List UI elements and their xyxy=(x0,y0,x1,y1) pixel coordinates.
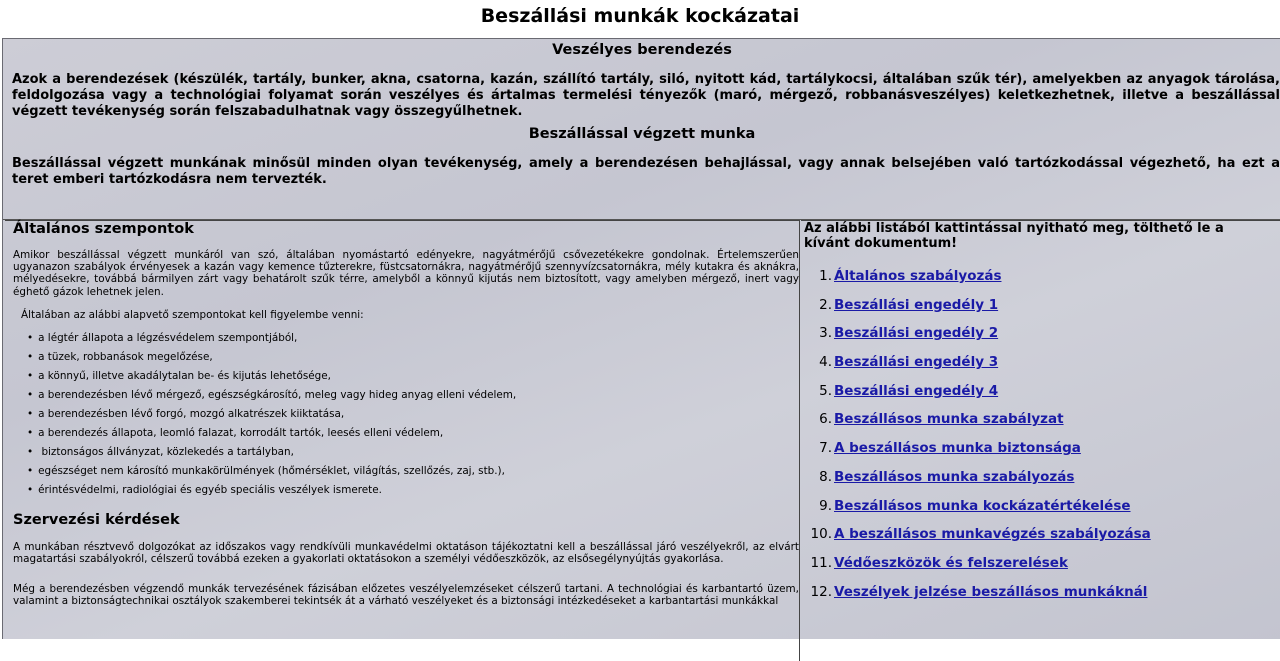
document-link-work-regulation[interactable]: Beszállásos munka szabályzat xyxy=(834,411,1064,428)
list-item xyxy=(801,410,1151,439)
entry-work-heading: Beszállással végzett munka xyxy=(528,126,756,142)
list-item: • a könnyű, illetve akadálytalan be- és kijutás lehetősége, xyxy=(27,367,516,386)
considerations-list xyxy=(27,329,516,500)
documents-list xyxy=(801,267,1151,611)
list-item: • egészséget nem károsító munkakörülmények (hőmérséklet, világítás, szellőzés, zaj, stb.), xyxy=(27,462,516,481)
list-number: 8. xyxy=(819,468,832,485)
considerations-intro: Általában az alábbi alapvető szempontokat kell figyelembe venni: xyxy=(21,309,364,321)
document-link-entry-permit-3[interactable]: Beszállási engedély 3 xyxy=(834,354,999,371)
list-item xyxy=(801,439,1151,468)
list-item xyxy=(801,554,1151,583)
content-frame xyxy=(2,38,1280,639)
documents-lead-text: Az alábbi listából kattintással nyitható meg, tölthető le a kívánt dokumentum! xyxy=(804,221,1224,251)
list-item: • a berendezésben lévő forgó, mozgó alkatrészek kiiktatása, xyxy=(27,405,516,424)
list-item xyxy=(801,382,1151,411)
hazardous-equipment-heading: Veszélyes berendezés xyxy=(552,42,732,58)
list-number: 4. xyxy=(819,354,832,371)
list-item: • a tüzek, robbanások megelőzése, xyxy=(27,348,516,367)
page-title: Beszállási munkák kockázatai xyxy=(480,5,800,27)
document-link-protective-equipment[interactable]: Védőeszközök és felszerelések xyxy=(834,554,1068,571)
list-item: • biztonságos állványzat, közlekedés a tartályban, xyxy=(27,443,516,462)
list-item xyxy=(801,468,1151,497)
list-item xyxy=(801,324,1151,353)
left-column xyxy=(5,220,800,661)
document-link-general-regulation[interactable]: Általános szabályozás xyxy=(834,268,1002,284)
document-link-entry-permit-4[interactable]: Beszállási engedély 4 xyxy=(834,382,999,399)
list-number: 6. xyxy=(819,411,832,428)
general-aspects-text: Amikor beszállással végzett munkáról van szó, általában nyomástartó edényekre, nagyátmérőjű csővezetékekre gondolnak. Értelemszerűen ugyanazon szabályok érvényesek a kazán vagy kemence tűzterekre, füstcsatornákra, nagyátmérőjű szennyvízcsatornákra, mély kutakra és aknákra, mélyedésekre, továbbá bármilyen zárt vagy behatárolt szűk térre, amelyből a könnyű kijutás nem biztosított, vagy amelyben mérgező, inert vagy éghető gázok lehetnek jelen. xyxy=(13,249,799,298)
list-number: 7. xyxy=(819,440,832,457)
list-number: 11. xyxy=(810,554,832,571)
list-item xyxy=(801,353,1151,382)
list-number: 10. xyxy=(810,526,832,543)
document-link-work-safety[interactable]: A beszállásos munka biztonsága xyxy=(834,440,1081,457)
document-link-entry-permit-2[interactable]: Beszállási engedély 2 xyxy=(834,325,999,342)
list-item xyxy=(801,497,1151,526)
list-item: • a légtér állapota a légzésvédelem szempontjából, xyxy=(27,329,516,348)
intro-section xyxy=(3,39,1280,220)
list-item: • a berendezésben lévő mérgező, egészségkárosító, meleg vagy hideg anyag elleni védelem, xyxy=(27,386,516,405)
list-item xyxy=(801,267,1151,296)
document-link-work-regulation-2[interactable]: Beszállásos munka szabályozás xyxy=(834,468,1075,485)
document-link-risk-assessment[interactable]: Beszállásos munka kockázatértékelése xyxy=(834,497,1131,514)
document-link-work-execution-regulation[interactable]: A beszállásos munkavégzés szabályozása xyxy=(834,526,1151,543)
list-number: 5. xyxy=(819,382,832,399)
list-item xyxy=(801,525,1151,554)
list-item: • érintésvédelmi, radiológiai és egyéb speciális veszélyek ismerete. xyxy=(27,481,516,500)
list-item xyxy=(801,583,1151,612)
list-item xyxy=(801,296,1151,325)
list-number: 1. xyxy=(819,268,832,284)
list-item: • a berendezés állapota, leomló falazat, korrodált tartók, leesés elleni védelem, xyxy=(27,424,516,443)
list-number: 3. xyxy=(819,325,832,342)
organizational-issues-heading: Szervezési kérdések xyxy=(13,512,180,528)
list-number: 12. xyxy=(810,583,832,600)
right-column xyxy=(801,220,1280,661)
hazardous-equipment-text: Azok a berendezések (készülék, tartály, bunker, akna, csatorna, kazán, szállító tartály, siló, nyitott kád, tartálykocsi, általában szűk tér), amelyekben az anyagok tárolása, feldolgozása vagy a technológiai folyamat során veszélyes és ártalmas termelési tényezők (maró, mérgező, robbanásveszélyes) keletkezhetnek, illetve a beszállással végzett tevékenység során felszabadulhatnak vagy összegyűlhetnek. xyxy=(12,72,1280,119)
general-aspects-heading: Általános szempontok xyxy=(13,221,194,237)
organizational-text-1: A munkában résztvevő dolgozókat az időszakos vagy rendkívüli munkavédelmi oktatáson tájékoztatni kell a beszállással járó veszélyekről, az elvárt magatartási szabályokról, célszerű továbbá ezeken a gyakorlati oktatásokon a személyi védőeszközök, az elsősegélynyújtás gyakorlása. xyxy=(13,541,799,566)
document-link-hazard-signage[interactable]: Veszélyek jelzése beszállásos munkáknál xyxy=(834,583,1148,600)
document-link-entry-permit-1[interactable]: Beszállási engedély 1 xyxy=(834,296,999,313)
entry-work-text: Beszállással végzett munkának minősül minden olyan tevékenység, amely a berendezésen behajlással, vagy annak belsejében való tartózkodással végezhető, ha ezt a teret emberi tartózkodásra nem tervezték. xyxy=(12,156,1280,187)
organizational-text-2: Még a berendezésben végzendő munkák tervezésének fázisában előzetes veszélyelemzéseket célszerű tartani. A technológiai és karbantartó üzem, valamint a biztonságtechnikai osztályok szakemberei tekintsék át a várható veszélyeket és a biztonsági intézkedéseket a karbantartási munkákkal xyxy=(13,583,799,608)
list-number: 9. xyxy=(819,497,832,514)
list-number: 2. xyxy=(819,296,832,313)
